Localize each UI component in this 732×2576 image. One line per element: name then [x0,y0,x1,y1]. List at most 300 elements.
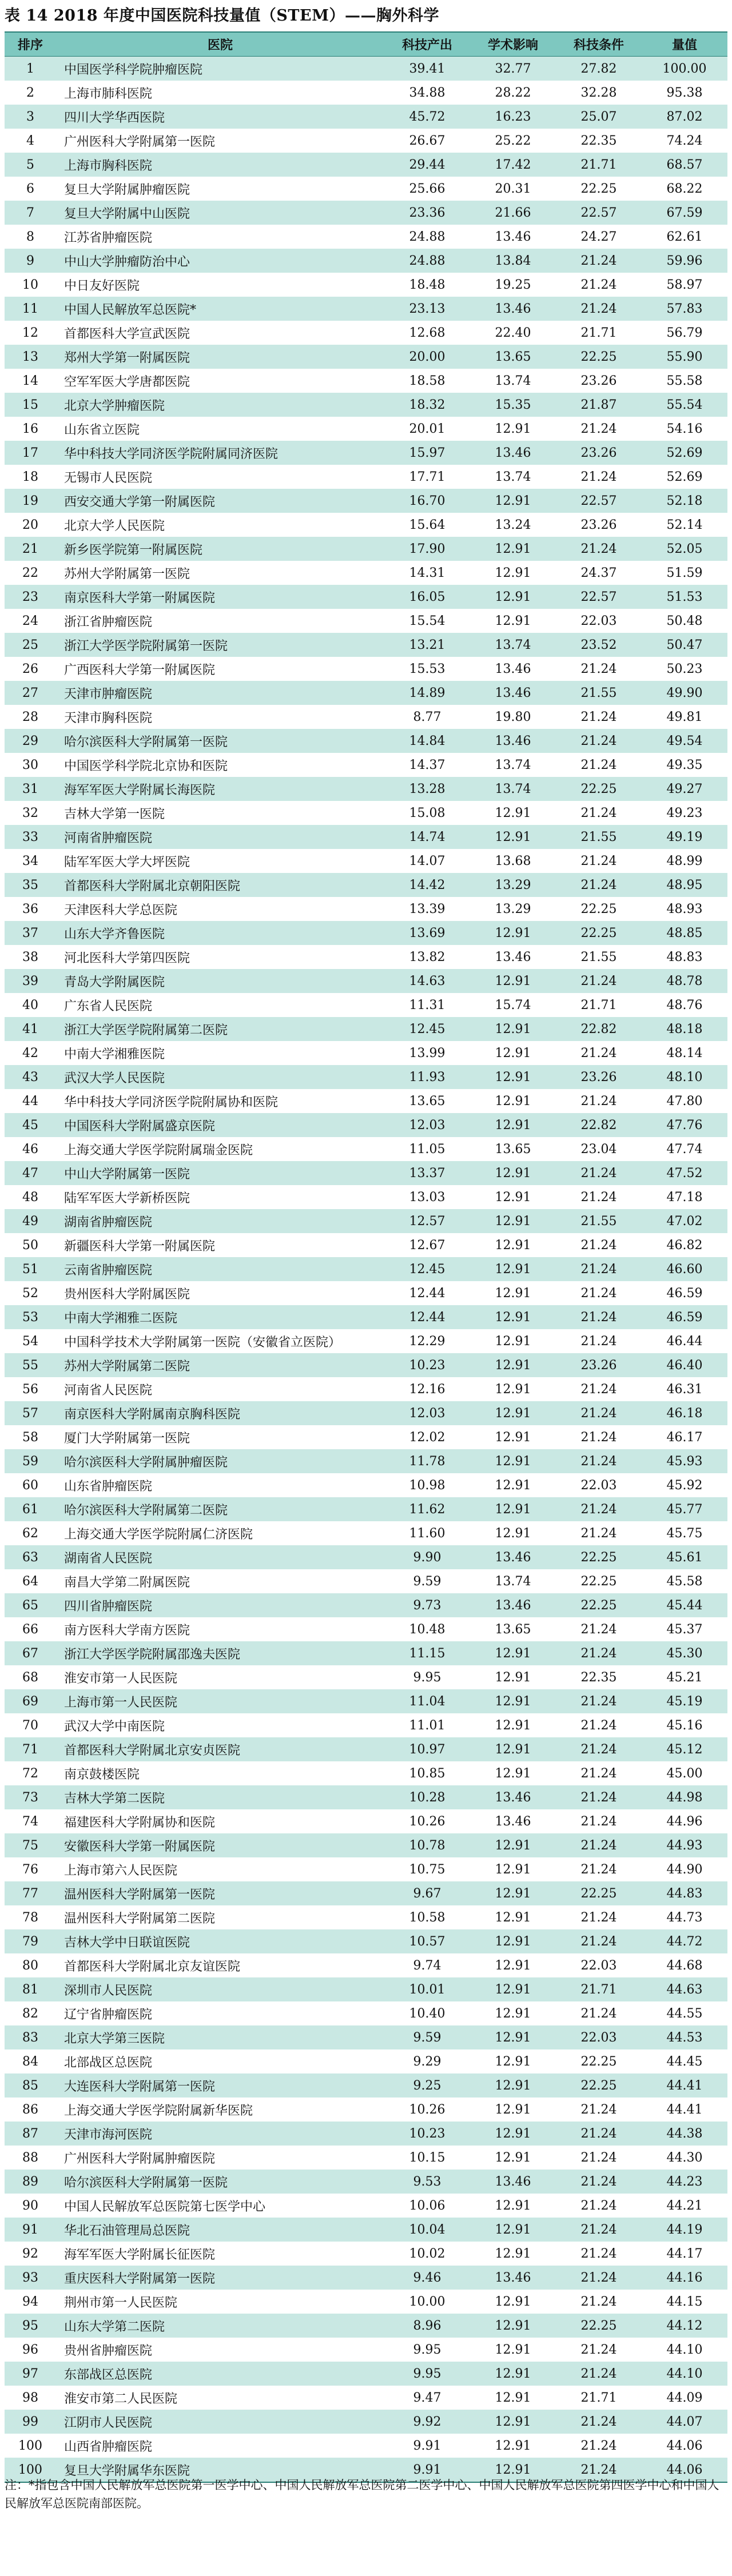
conditions-cell: 21.24 [580,1502,617,1517]
conditions-cell: 21.24 [580,1646,617,1661]
total-cell: 44.15 [666,2294,703,2309]
hospital-cell: 河北医科大学第四医院 [64,951,190,966]
output-cell: 9.73 [413,1598,441,1613]
total-cell: 44.63 [666,1982,703,1997]
total-cell: 44.30 [666,2150,703,2165]
influence-cell: 12.91 [495,1502,531,1517]
table-row [5,1041,727,1065]
output-cell: 11.62 [409,1502,445,1517]
rank-cell: 37 [22,926,38,940]
total-cell: 47.02 [666,1214,703,1229]
hospital-cell: 陆军军医大学大坪医院 [64,855,190,870]
total-cell: 49.54 [666,733,703,748]
conditions-cell: 22.57 [580,493,617,508]
influence-cell: 12.91 [495,1238,531,1253]
total-cell: 45.61 [666,1550,703,1565]
table-header-row [5,33,727,57]
table-row [5,2338,727,2362]
header-hospital: 医院 [207,38,233,53]
rank-cell: 89 [22,2174,38,2189]
hospital-cell: 中南大学湘雅二医院 [64,1311,178,1326]
influence-cell: 12.91 [495,2222,531,2237]
output-cell: 10.97 [409,1742,445,1757]
total-cell: 44.45 [666,2054,703,2069]
influence-cell: 12.91 [495,2030,531,2045]
hospital-cell: 河南省肿瘤医院 [64,831,153,846]
conditions-cell: 22.03 [580,2030,617,2045]
table-row [5,465,727,489]
conditions-cell: 22.25 [580,1886,617,1901]
conditions-cell: 22.25 [580,181,617,196]
conditions-cell: 21.24 [580,2222,617,2237]
table-row [5,657,727,681]
conditions-cell: 21.24 [580,2102,617,2117]
output-cell: 10.98 [409,1478,445,1493]
total-cell: 44.96 [666,1814,703,1829]
rank-cell: 48 [22,1190,38,1205]
table-row [5,1209,727,1233]
header-conditions: 科技条件 [573,38,624,53]
output-cell: 11.15 [409,1646,445,1661]
table-row [5,777,727,801]
output-cell: 14.42 [409,878,445,892]
hospital-cell: 中山大学肿瘤防治中心 [64,254,190,269]
table-row [5,945,727,969]
total-cell: 46.44 [666,1334,703,1349]
hospital-cell: 无锡市人民医院 [64,470,153,485]
table-row [5,633,727,657]
conditions-cell: 21.24 [580,1814,617,1829]
total-cell: 47.80 [666,1094,703,1108]
hospital-cell: 安徽医科大学第一附属医院 [64,1839,216,1854]
table-row [5,969,727,993]
hospital-cell: 南昌大学第二附属医院 [64,1575,190,1590]
rank-cell: 38 [22,950,38,964]
total-cell: 45.93 [666,1454,703,1469]
influence-cell: 17.42 [495,157,531,172]
output-cell: 8.77 [413,709,441,724]
conditions-cell: 21.71 [580,157,617,172]
output-cell: 9.29 [413,2054,441,2069]
total-cell: 52.14 [666,517,703,532]
rank-cell: 51 [22,1262,38,1277]
table-row [5,1329,727,1353]
output-cell: 13.28 [409,781,445,796]
output-cell: 15.08 [409,806,445,820]
influence-cell: 13.46 [495,661,531,676]
influence-cell: 12.91 [495,1742,531,1757]
conditions-cell: 21.24 [580,2150,617,2165]
influence-cell: 12.91 [495,2318,531,2333]
table-row [5,1137,727,1161]
rank-cell: 20 [22,517,38,532]
rank-cell: 24 [22,613,38,628]
total-cell: 68.22 [666,181,703,196]
conditions-cell: 21.24 [580,806,617,820]
hospital-cell: 中日友好医院 [64,278,140,293]
output-cell: 9.95 [413,1670,441,1685]
output-cell: 15.64 [409,517,445,532]
hospital-cell: 北京大学人民医院 [64,519,165,533]
table-row [5,2434,727,2458]
table-row [5,1593,727,1617]
rank-cell: 45 [22,1118,38,1133]
table-row [5,177,727,201]
influence-cell: 12.91 [495,974,531,988]
output-cell: 9.47 [413,2390,441,2405]
output-cell: 12.68 [409,325,445,340]
hospital-cell: 四川省肿瘤医院 [64,1599,153,1614]
rank-cell: 33 [22,830,38,844]
influence-cell: 12.91 [495,2054,531,2069]
influence-cell: 12.91 [495,1382,531,1397]
influence-cell: 12.91 [495,2126,531,2141]
table-row [5,1305,727,1329]
rank-cell: 74 [22,1814,38,1829]
conditions-cell: 21.24 [580,469,617,484]
influence-cell: 12.91 [495,589,531,604]
footnote: 注：*指包含中国人民解放军总医院第一医学中心、中国人民解放军总医院第二医学中心、中国人民解放军总医院第四医学中心和中国人民解放军总医院南部医院。 [5,2478,719,2510]
rank-cell: 77 [22,1886,38,1901]
table-row [5,369,727,393]
rank-cell: 8 [26,229,34,244]
influence-cell: 13.74 [495,781,531,796]
influence-cell: 12.91 [495,926,531,940]
conditions-cell: 22.25 [580,2078,617,2093]
table-row [5,513,727,537]
influence-cell: 13.46 [495,445,531,460]
rank-cell: 50 [22,1238,38,1253]
output-cell: 9.67 [413,1886,441,1901]
table-row [5,561,727,585]
rank-cell: 10 [22,277,38,292]
influence-cell: 13.29 [495,878,531,892]
influence-cell: 28.22 [495,85,531,100]
rank-cell: 62 [22,1526,38,1541]
total-cell: 48.83 [666,950,703,964]
conditions-cell: 21.24 [580,733,617,748]
rank-cell: 31 [22,781,38,796]
hospital-cell: 大连医科大学附属第一医院 [64,2079,216,2094]
rank-cell: 49 [22,1214,38,1229]
hospital-cell: 深圳市人民医院 [64,1983,153,1998]
influence-cell: 12.91 [495,1766,531,1781]
rank-cell: 92 [22,2246,38,2261]
influence-cell: 12.91 [495,1670,531,1685]
table-row [5,2073,727,2098]
influence-cell: 12.91 [495,2246,531,2261]
conditions-cell: 21.24 [580,2342,617,2357]
rank-cell: 1 [26,61,34,76]
table-row [5,1857,727,1881]
rank-cell: 99 [22,2414,38,2429]
influence-cell: 13.84 [495,253,531,268]
conditions-cell: 24.37 [580,565,617,580]
influence-cell: 13.46 [495,2174,531,2189]
table-row [5,2314,727,2338]
rank-cell: 27 [22,685,38,700]
output-cell: 11.04 [409,1694,445,1709]
conditions-cell: 22.35 [580,1670,617,1685]
hospital-cell: 上海市第六人民医院 [64,1863,178,1878]
header-total: 量值 [671,38,697,53]
total-cell: 74.24 [666,133,703,148]
rank-cell: 65 [22,1598,38,1613]
influence-cell: 13.46 [495,2270,531,2285]
output-cell: 12.03 [409,1118,445,1133]
hospital-cell: 郑州大学第一附属医院 [64,350,190,365]
table-row [5,2266,727,2290]
conditions-cell: 21.24 [580,2366,617,2381]
total-cell: 51.53 [666,589,703,604]
conditions-cell: 21.55 [580,1214,617,1229]
hospital-cell: 江阴市人民医院 [64,2415,153,2430]
hospital-cell: 西安交通大学第一附属医院 [64,495,216,509]
influence-cell: 12.91 [495,613,531,628]
total-cell: 59.96 [666,253,703,268]
rank-cell: 41 [22,1022,38,1036]
table-row [5,297,727,321]
influence-cell: 12.91 [495,1286,531,1301]
hospital-cell: 中山大学附属第一医院 [64,1167,190,1182]
influence-cell: 12.91 [495,806,531,820]
total-cell: 52.69 [666,469,703,484]
table-row [5,1569,727,1593]
influence-cell: 13.65 [495,1142,531,1157]
rank-cell: 85 [22,2078,38,2093]
rank-cell: 2 [26,85,34,100]
rank-cell: 83 [22,2030,38,2045]
hospital-cell: 山东大学第二医院 [64,2319,165,2334]
hospital-cell: 中国人民解放军总医院* [64,302,197,317]
conditions-cell: 21.24 [580,1934,617,1949]
hospital-cell: 吉林大学第二医院 [64,1791,165,1806]
hospital-cell: 贵州医科大学附属医院 [64,1287,190,1302]
output-cell: 15.53 [409,661,445,676]
total-cell: 44.93 [666,1838,703,1853]
conditions-cell: 32.28 [580,85,617,100]
output-cell: 24.88 [409,229,445,244]
rank-cell: 61 [22,1502,38,1517]
total-cell: 44.41 [666,2078,703,2093]
total-cell: 44.12 [666,2318,703,2333]
output-cell: 12.02 [409,1430,445,1445]
hospital-cell: 首都医科大学附属北京朝阳医院 [64,879,241,894]
output-cell: 9.59 [413,2030,441,2045]
total-cell: 44.98 [666,1790,703,1805]
rank-cell: 70 [22,1718,38,1733]
total-cell: 52.69 [666,445,703,460]
table-row [5,1425,727,1449]
total-cell: 49.27 [666,781,703,796]
output-cell: 9.91 [413,2462,441,2477]
influence-cell: 19.25 [495,277,531,292]
rank-cell: 43 [22,1070,38,1084]
total-cell: 44.06 [666,2438,703,2453]
output-cell: 12.44 [409,1286,445,1301]
conditions-cell: 23.26 [580,445,617,460]
rank-cell: 47 [22,1166,38,1181]
conditions-cell: 23.26 [580,1358,617,1373]
hospital-cell: 湖南省人民医院 [64,1551,153,1566]
hospital-cell: 复旦大学附属肿瘤医院 [64,182,190,197]
table-row [5,1401,727,1425]
total-cell: 48.99 [666,854,703,868]
output-cell: 23.36 [409,205,445,220]
influence-cell: 12.91 [495,493,531,508]
table-row [5,1473,727,1497]
conditions-cell: 22.25 [580,902,617,916]
influence-cell: 12.91 [495,421,531,436]
rank-cell: 34 [22,854,38,868]
output-cell: 18.32 [409,397,445,412]
table-row [5,1641,727,1665]
hospital-cell: 浙江省肿瘤医院 [64,615,153,629]
conditions-cell: 22.57 [580,205,617,220]
total-cell: 46.59 [666,1286,703,1301]
influence-cell: 12.91 [495,1526,531,1541]
influence-cell: 25.22 [495,133,531,148]
influence-cell: 12.91 [495,1046,531,1060]
influence-cell: 12.91 [495,1094,531,1108]
table-row [5,1257,727,1281]
total-cell: 44.17 [666,2246,703,2261]
ranking-table [5,31,727,2483]
table-row [5,1809,727,1833]
conditions-cell: 22.03 [580,1478,617,1493]
conditions-cell: 22.25 [580,1550,617,1565]
influence-cell: 12.91 [495,1982,531,1997]
conditions-cell: 21.24 [580,2126,617,2141]
influence-cell: 13.46 [495,1790,531,1805]
influence-cell: 15.35 [495,397,531,412]
output-cell: 9.95 [413,2342,441,2357]
total-cell: 45.12 [666,1742,703,1757]
rank-cell: 80 [22,1958,38,1973]
rank-cell: 29 [22,733,38,748]
output-cell: 11.01 [409,1718,445,1733]
table-row [5,2242,727,2266]
conditions-cell: 22.25 [580,781,617,796]
table-row [5,681,727,705]
influence-cell: 15.74 [495,998,531,1012]
influence-cell: 12.91 [495,1886,531,1901]
rank-cell: 88 [22,2150,38,2165]
rank-cell: 72 [22,1766,38,1781]
output-cell: 11.93 [409,1070,445,1084]
table-row [5,2194,727,2218]
rank-cell: 17 [22,445,38,460]
rank-cell: 26 [22,661,38,676]
conditions-cell: 21.24 [580,2006,617,2021]
conditions-cell: 21.24 [580,541,617,556]
total-cell: 51.59 [666,565,703,580]
rank-cell: 63 [22,1550,38,1565]
hospital-cell: 四川大学华西医院 [64,110,165,125]
conditions-cell: 21.24 [580,1334,617,1349]
conditions-cell: 21.24 [580,854,617,868]
conditions-cell: 22.57 [580,589,617,604]
total-cell: 46.60 [666,1262,703,1277]
conditions-cell: 21.24 [580,661,617,676]
table-row [5,2410,727,2434]
conditions-cell: 27.82 [580,61,617,76]
influence-cell: 13.46 [495,1550,531,1565]
output-cell: 14.07 [409,854,445,868]
total-cell: 44.16 [666,2270,703,2285]
rank-cell: 96 [22,2342,38,2357]
table-row [5,105,727,129]
output-cell: 13.39 [409,902,445,916]
output-cell: 11.05 [409,1142,445,1157]
rank-cell: 79 [22,1934,38,1949]
rank-cell: 28 [22,709,38,724]
table-row [5,417,727,441]
table-row [5,1785,727,1809]
conditions-cell: 21.24 [580,301,617,316]
influence-cell: 13.46 [495,733,531,748]
table-row [5,1545,727,1569]
rank-cell: 56 [22,1382,38,1397]
rank-cell: 18 [22,469,38,484]
hospital-cell: 福建医科大学附属协和医院 [64,1815,216,1830]
conditions-cell: 22.82 [580,1118,617,1133]
output-cell: 10.40 [409,2006,445,2021]
total-cell: 44.41 [666,2102,703,2117]
total-cell: 49.81 [666,709,703,724]
hospital-cell: 中国科学技术大学附属第一医院（安徽省立医院） [64,1335,341,1350]
total-cell: 48.85 [666,926,703,940]
table-row [5,273,727,297]
conditions-cell: 21.24 [580,2270,617,2285]
rank-cell: 91 [22,2222,38,2237]
conditions-cell: 21.24 [580,1262,617,1277]
rank-cell: 54 [22,1334,38,1349]
table-row [5,801,727,825]
total-cell: 44.53 [666,2030,703,2045]
table-row [5,1977,727,2001]
output-cell: 10.06 [409,2198,445,2213]
hospital-cell: 山东省肿瘤医院 [64,1479,153,1494]
total-cell: 47.52 [666,1166,703,1181]
influence-cell: 13.74 [495,469,531,484]
output-cell: 13.82 [409,950,445,964]
page-title: 表 14 2018 年度中国医院科技量值（STEM）——胸外科学 [5,7,439,25]
influence-cell: 12.91 [495,2294,531,2309]
rank-cell: 36 [22,902,38,916]
hospital-cell: 苏州大学附属第一医院 [64,567,190,581]
output-cell: 9.91 [413,2438,441,2453]
table-row [5,825,727,849]
total-cell: 45.44 [666,1598,703,1613]
influence-cell: 12.91 [495,2150,531,2165]
total-cell: 52.18 [666,493,703,508]
hospital-cell: 南京医科大学第一附属医院 [64,591,216,605]
output-cell: 10.01 [409,1982,445,1997]
influence-cell: 12.91 [495,541,531,556]
header-rank: 排序 [17,38,43,53]
rank-cell: 5 [26,157,34,172]
rank-cell: 16 [22,421,38,436]
conditions-cell: 22.25 [580,1598,617,1613]
conditions-cell: 21.24 [580,1526,617,1541]
rank-cell: 40 [22,998,38,1012]
hospital-cell: 新疆医科大学第一附属医院 [64,1239,216,1254]
influence-cell: 12.91 [495,1166,531,1181]
output-cell: 9.90 [413,1550,441,1565]
output-cell: 10.75 [409,1862,445,1877]
total-cell: 45.92 [666,1478,703,1493]
